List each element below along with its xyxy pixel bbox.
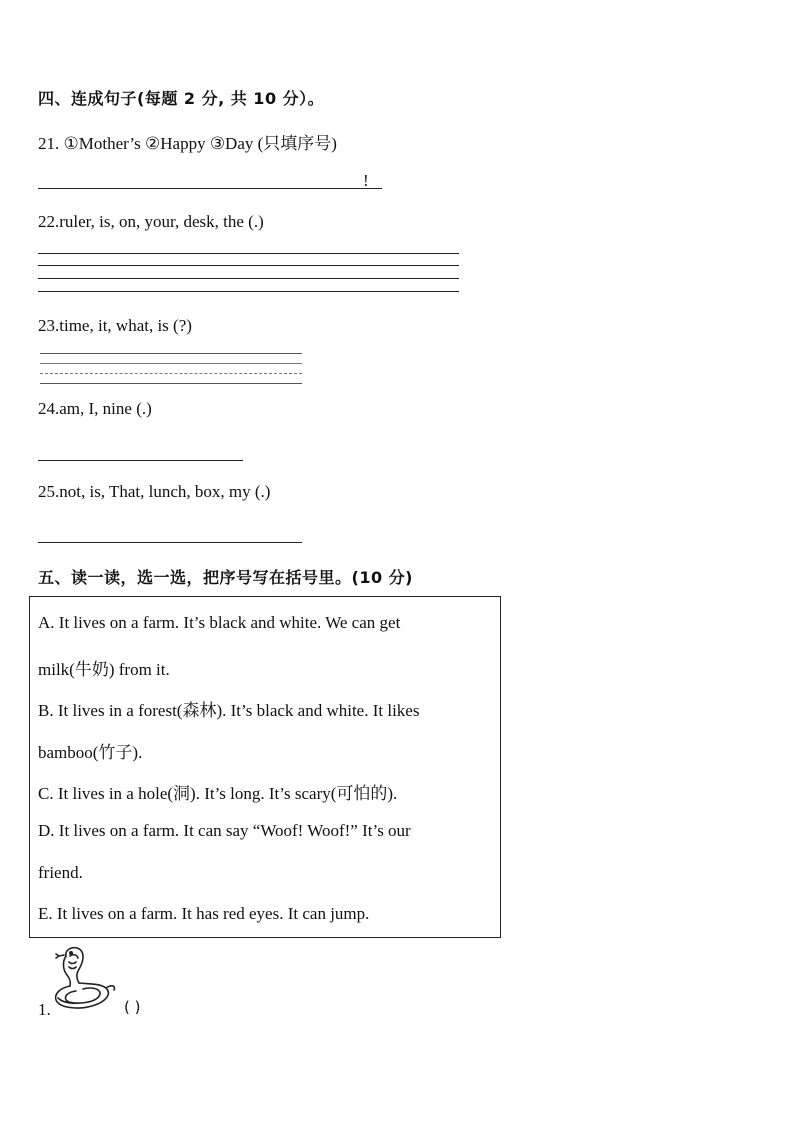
- question-21: 21. ①Mother’s ②Happy ③Day (只填序号): [38, 134, 337, 153]
- section5-heading: 五、读一读，选一选，把序号写在括号里。(10 分): [38, 568, 413, 587]
- option-b-line2: bamboo(竹子).: [38, 743, 143, 762]
- option-a-line1: A. It lives on a farm. It’s black and white. We can get: [38, 613, 401, 632]
- option-e: E. It lives on a farm. It has red eyes. It can jump.: [38, 904, 370, 923]
- option-c: C. It lives in a hole(洞). It’s long. It’s scary(可怕的).: [38, 784, 398, 803]
- option-a-line2: milk(牛奶) from it.: [38, 660, 170, 679]
- option-d-line2: friend.: [38, 863, 83, 882]
- question-25: 25.not, is, That, lunch, box, my (.): [38, 482, 271, 501]
- option-b-line1: B. It lives in a forest(森林). It’s black and white. It likes: [38, 701, 420, 720]
- item-1-number: 1.: [38, 1000, 51, 1019]
- exclamation-mark: !: [363, 171, 369, 190]
- option-d-line1: D. It lives on a farm. It can say “Woof! Woof!” It’s our: [38, 821, 411, 840]
- answer-line-24[interactable]: [38, 460, 243, 461]
- answer-bracket-1[interactable]: ( ): [124, 998, 141, 1016]
- question-23: 23.time, it, what, is (?): [38, 316, 192, 335]
- section4-heading: 四、连成句子(每题 2 分, 共 10 分）。: [38, 89, 325, 108]
- answer-line-25[interactable]: [38, 542, 302, 543]
- question-22: 22.ruler, is, on, your, desk, the (.): [38, 212, 264, 231]
- question-24: 24.am, I, nine (.): [38, 399, 152, 418]
- answer-line-21[interactable]: [38, 188, 382, 189]
- snake-icon: [50, 944, 118, 1019]
- options-box: [29, 596, 501, 938]
